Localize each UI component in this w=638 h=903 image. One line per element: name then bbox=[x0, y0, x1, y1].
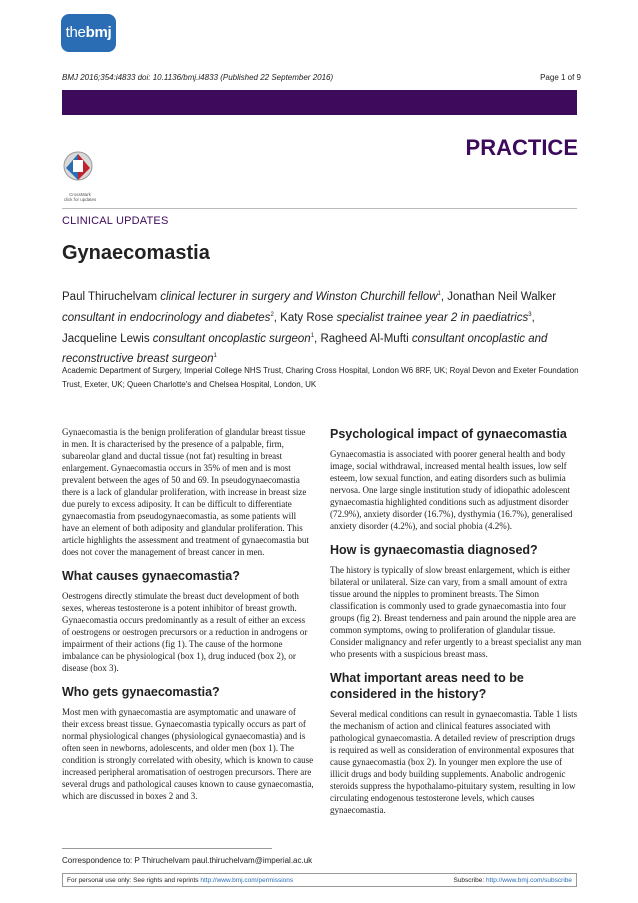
author-name: Jacqueline Lewis bbox=[62, 332, 150, 345]
left-column bbox=[62, 426, 314, 808]
crossmark-text: CrossMark bbox=[69, 192, 91, 197]
paragraph-diagnosed: The history is typically of slow breast enlargement, which is either bilateral or unilateral. Size can vary, from a small amount of extra tissue around the nipples to prominent breasts. The Simon classification is commonly used to grade gynaecomastia into four groups (fig 2). Breast tenderness and pain around the nipple area are common symptoms, owing to proliferation of glandular tissue. Consider malignancy and refer urgently to a breast specialist any man who presents with a suspicious breast mass. bbox=[330, 565, 582, 659]
header-bar bbox=[62, 90, 577, 115]
right-column bbox=[330, 426, 582, 822]
footer-rights-text: For personal use only: See rights and reprints bbox=[67, 877, 199, 884]
paragraph-causes: Oestrogens directly stimulate the breast duct development of both sexes, whereas testosterone is a potent inhibitor of breast growth. Gynaecomastia occurs predominantly as a result of either an excess of oestrogens or oestrogen precursors or a reduction in androgens or impairment of their actions (fig 1). The cause of the hormone imbalance can be physiological (box 1), drug induced (box 2), or disease (box 3). bbox=[62, 591, 308, 673]
author-sup: 1 bbox=[437, 291, 441, 297]
heading-diagnosed: How is gynaecomastia diagnosed? bbox=[330, 543, 538, 557]
author-list: Paul Thiruchelvam clinical lecturer in surgery and Winston Churchill fellow$^1$, Jonathan Neil Walker consultant in endocrinology and diabetes$^2$, Katy Rose specialist trainee year 2 in paediatrics$^3$, Jacqueline Lewis consultant oncoplastic surgeon$^1$, Ragheed Al-Mufti consultant oncoplastic and reconstructive breast surgeon$^1$ bbox=[62, 290, 557, 366]
heading-history: What important areas need to be considered in the history? bbox=[330, 671, 524, 701]
page-footer bbox=[62, 873, 577, 887]
author-sup: 1 bbox=[213, 353, 217, 360]
page-number: Page 1 of 9 bbox=[540, 73, 581, 82]
article-title: Gynaecomastia bbox=[62, 242, 210, 264]
logo-bmj: bmj bbox=[85, 24, 112, 41]
author-role: consultant in endocrinology and diabetes bbox=[62, 311, 271, 324]
author-role: consultant oncoplastic surgeon bbox=[152, 332, 311, 345]
author-role: clinical lecturer in surgery and Winston Churchill fellow bbox=[160, 290, 438, 303]
paragraph-psychological: Gynaecomastia is associated with poorer general health and body image, social withdrawal, increased mental health issues, low self esteem, low sexual function, and eating disorders such as bulimia nervosa. One large single institution study of idiopathic adolescent gynaecomastia highlighted conditions such as adjustment disorder (72.9%), anxiety disorder (16.7%), dysthymia (16.7%), generalised anxiety disorder (4.2%), and social phobia (4.2%). bbox=[330, 449, 573, 531]
divider bbox=[62, 208, 577, 209]
author-role: consultant oncoplastic and reconstructive breast surgeon bbox=[62, 332, 548, 366]
footnote-divider bbox=[62, 848, 272, 849]
subscribe-link[interactable]: http://www.bmj.com/subscribe bbox=[486, 877, 572, 884]
footer-subscribe bbox=[453, 874, 572, 887]
footer-rights bbox=[67, 874, 293, 887]
article-category: CLINICAL UPDATES bbox=[62, 215, 169, 227]
author-sup: 1 bbox=[310, 332, 315, 339]
heading-who: Who gets gynaecomastia? bbox=[62, 685, 220, 699]
crossmark-label bbox=[62, 192, 98, 202]
author-sup: 2 bbox=[270, 311, 274, 318]
author-role: specialist trainee year 2 in paediatrics bbox=[336, 311, 529, 324]
citation: BMJ 2016;354:i4833 doi: 10.1136/bmj.i4833 (Published 22 September 2016) bbox=[62, 73, 334, 82]
intro-paragraph: Gynaecomastia is the benign proliferation of glandular breast tissue in men. It is characterised by the presence of a palpable, firm, subareolar gland and ductal tissue (not fat) resulting in breast enlargement. Gynaecomastia occurs in 35% of men and is most prevalent between the ages of 50 and 69. In pseudogynaecomastia there is a lack of glandular proliferation, with increase in breast size due purely to excess adiposity. It can be difficult to differentiate gynaecomastia from pseudogynaecomastia, as some patients will have an element of both adiposity and glandular proliferation. This article highlights the assessment and treatment of gynaecomastia but does not cover the management of breast cancer in men. bbox=[62, 427, 309, 557]
bmj-logo[interactable] bbox=[61, 14, 116, 52]
heading-causes: What causes gynaecomastia? bbox=[62, 569, 240, 583]
section-title: PRACTICE bbox=[465, 135, 578, 160]
paragraph-who: Most men with gynaecomastia are asymptomatic and unaware of their excess breast tissue. Gynaecomastia typically occurs as part of normal physiological changes (physiological gynaecomastia) and is often seen in newborns, adolescents, and older men (box 1). The condition is strongly correlated with obesity, which is known to cause increased peripheral aromatisation of oestrogen precursors. There are several drugs and pathological causes known to cause gynaecomastia, which are discussed in boxes 2 and 3. bbox=[62, 707, 314, 801]
logo-the: the bbox=[65, 24, 86, 41]
correspondence: Correspondence to: P Thiruchelvam paul.thiruchelvam@imperial.ac.uk bbox=[62, 856, 313, 865]
author-name: Paul Thiruchelvam bbox=[62, 290, 158, 303]
author-name: Ragheed Al-Mufti bbox=[320, 332, 409, 345]
paragraph-history: Several medical conditions can result in gynaecomastia. Table 1 lists the mechanism of action and clinical features associated with pathological gynaecomastia. A detailed review of prescription drugs is required as well as consideration of environmental exposures that cause gynaecomastia (box 2). In younger men explore the use of illicit drugs and body building supplements. Anabolic androgenic steroids suppress the hypothalamo-pituitary system, resulting in low circulating endogenous testosterone levels, which causes gynaecomastia. bbox=[330, 709, 578, 815]
heading-psychological: Psychological impact of gynaecomastia bbox=[330, 427, 567, 441]
crossmark-icon[interactable] bbox=[62, 150, 94, 188]
author-name: Jonathan Neil Walker bbox=[447, 290, 557, 303]
affiliations: Academic Department of Surgery, Imperial College NHS Trust, Charing Cross Hospital, London W6 8RF, UK; Royal Devon and Exeter Foundation Trust, Exeter, UK; Queen Charlotte's and Chelsea Hospital, London, UK bbox=[62, 366, 579, 389]
footer-subscribe-text: Subscribe: bbox=[453, 877, 485, 884]
author-name: Katy Rose bbox=[280, 311, 334, 324]
crossmark-subtext: click for updates bbox=[63, 197, 97, 202]
author-sup: 3 bbox=[528, 311, 532, 318]
permissions-link[interactable]: http://www.bmj.com/permissions bbox=[200, 877, 294, 884]
